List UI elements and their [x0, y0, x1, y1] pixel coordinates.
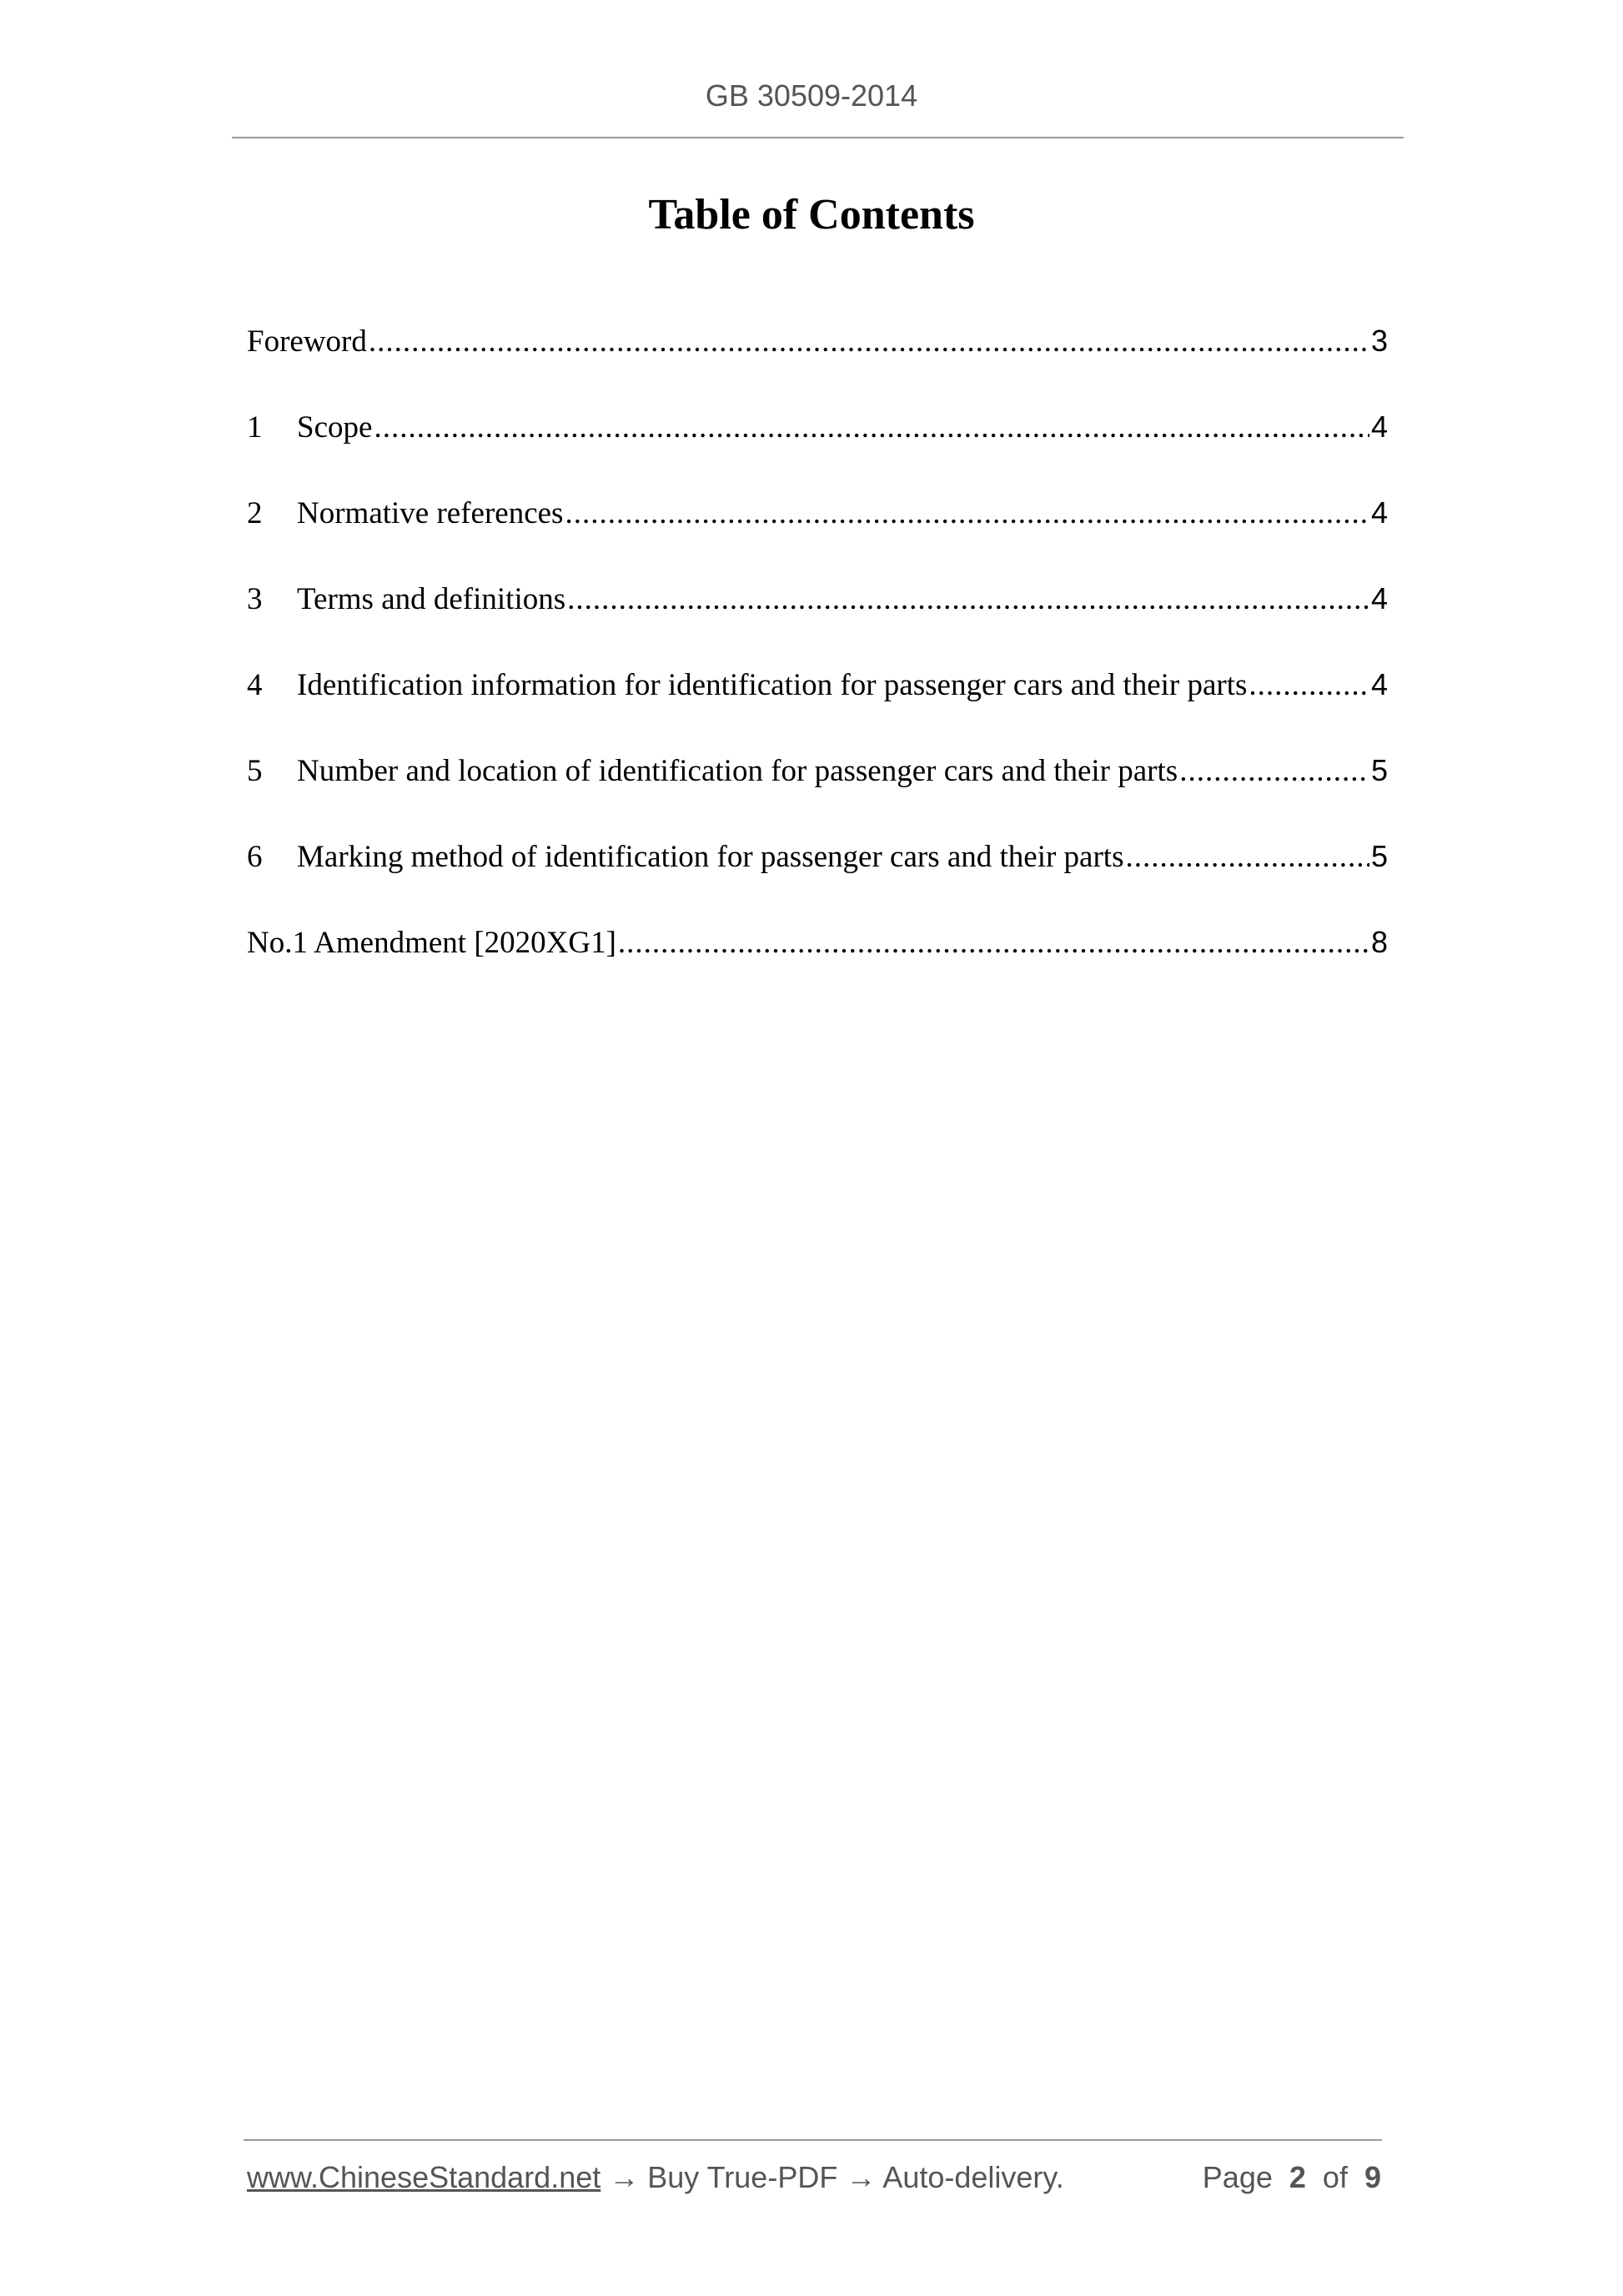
toc-entry-label: Identification information for identification for passenger cars and their parts [297, 668, 1248, 702]
toc-entry-foreword[interactable] [247, 324, 1388, 409]
toc-entry-page: 8 [1370, 925, 1388, 959]
footer-promo-text: → Buy True-PDF → Auto-delivery. [600, 2160, 1064, 2194]
toc-entry-page: 4 [1370, 409, 1388, 444]
of-label: of [1322, 2160, 1348, 2194]
toc-entry-page: 5 [1370, 753, 1388, 787]
footer-promo [247, 2160, 1064, 2195]
website-link[interactable]: www.ChineseStandard.net [247, 2160, 601, 2194]
page-title: Table of Contents [648, 191, 975, 239]
toc-entry-terms[interactable] [247, 581, 1388, 667]
toc-entry-label: Scope [297, 410, 373, 445]
dot-leader [374, 409, 1369, 445]
document-header-id: GB 30509-2014 [705, 78, 918, 113]
page-label: Page [1202, 2160, 1273, 2194]
dot-leader [565, 495, 1369, 531]
toc-entry-page: 3 [1370, 324, 1388, 358]
toc-entry-label: Normative references [297, 496, 564, 530]
toc-entry-number: 2 [247, 496, 263, 530]
dot-leader [618, 925, 1369, 961]
dot-leader [567, 581, 1369, 617]
current-page: 2 [1289, 2160, 1306, 2194]
footer-divider [244, 2139, 1382, 2141]
toc-entry-label: Number and location of identification for passenger cars and their parts [297, 754, 1178, 788]
toc-entry-number: 5 [247, 754, 263, 788]
toc-entry-normative-references[interactable] [247, 495, 1388, 581]
dot-leader [1125, 839, 1369, 875]
toc-entry-identification-information[interactable] [247, 667, 1388, 753]
header-divider [232, 137, 1404, 138]
toc-entry-number: 6 [247, 840, 263, 874]
toc-entry-number: 1 [247, 410, 263, 445]
toc-entry-number-and-location[interactable] [247, 753, 1388, 839]
toc-entry-scope[interactable] [247, 409, 1388, 495]
toc-entry-number: 3 [247, 582, 263, 616]
toc-entry-marking-method[interactable] [247, 839, 1388, 925]
dot-leader [369, 324, 1369, 359]
toc-entry-label: Marking method of identification for passenger cars and their parts [297, 840, 1124, 874]
toc-entry-label: Terms and definitions [297, 582, 566, 616]
dot-leader [1249, 667, 1369, 703]
toc-entry-page: 4 [1370, 581, 1388, 615]
table-of-contents [247, 324, 1388, 1011]
toc-entry-label: Foreword [247, 324, 367, 359]
toc-entry-number: 4 [247, 668, 263, 702]
toc-entry-page: 5 [1370, 839, 1388, 873]
toc-entry-page: 4 [1370, 667, 1388, 701]
total-pages: 9 [1364, 2160, 1381, 2194]
dot-leader [1179, 753, 1369, 789]
toc-entry-page: 4 [1370, 495, 1388, 530]
page-footer [247, 2160, 1381, 2195]
toc-entry-amendment[interactable] [247, 925, 1388, 1011]
page-indicator [1203, 2160, 1381, 2195]
toc-entry-label: No.1 Amendment [2020XG1] [247, 926, 616, 960]
